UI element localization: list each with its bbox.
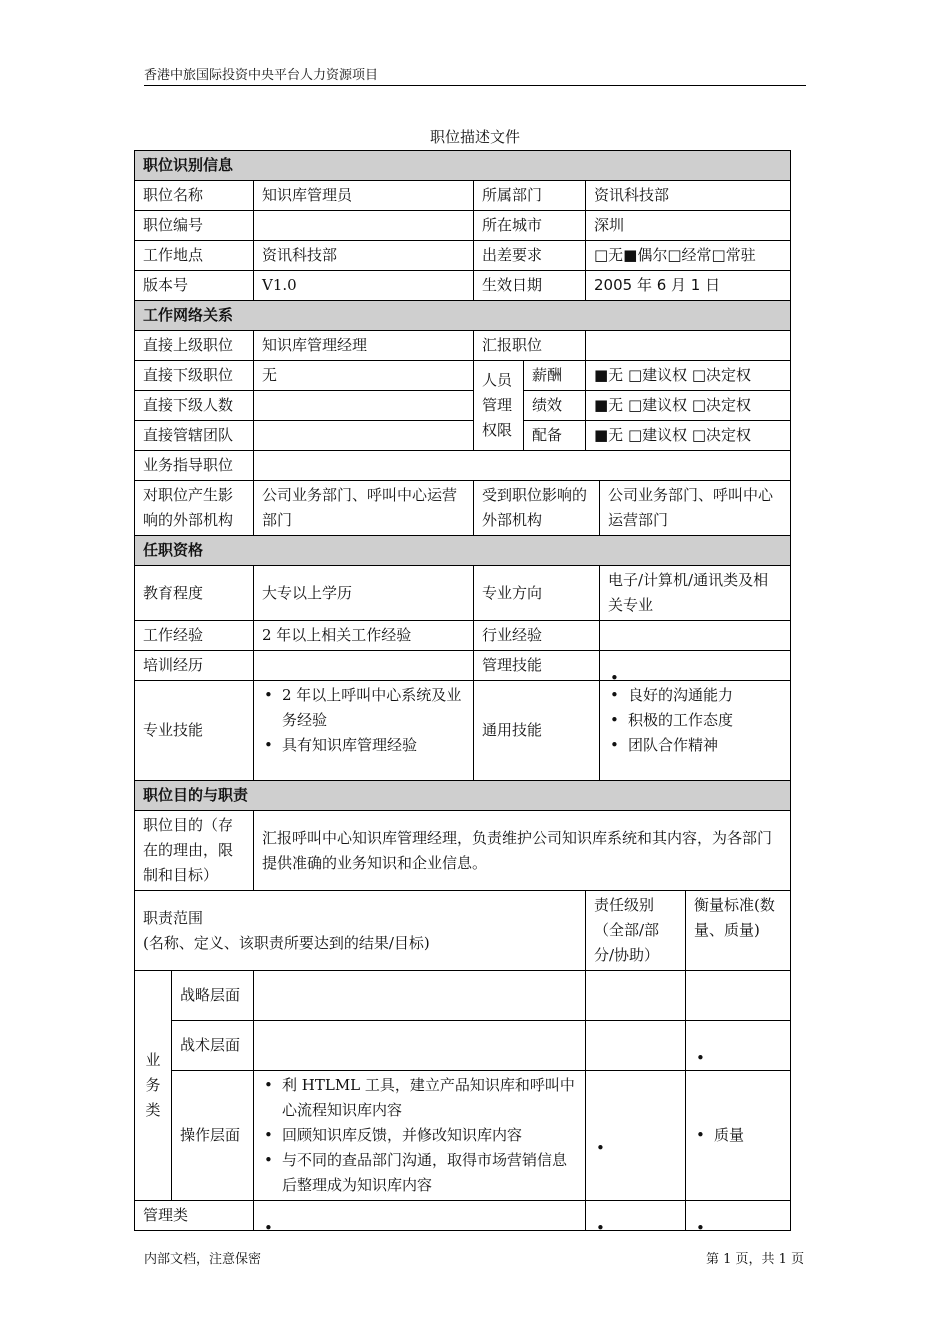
management-skill-value <box>600 651 791 681</box>
list-item: • 良好的沟通能力 <box>628 683 782 708</box>
position-code-label: 职位编号 <box>135 211 254 241</box>
document-title: 职位描述文件 <box>429 128 520 146</box>
performance-label: 绩效 <box>524 391 586 421</box>
purpose-value: 汇报呼叫中心知识库管理经理，负责维护公司知识库系统和其内容，为各部门提供准确的业务知识和企业信息。 <box>254 811 791 891</box>
salary-value: ■无 □建议权 □决定权 <box>586 361 791 391</box>
guide-position-label: 业务指导职位 <box>135 451 254 481</box>
version-value: V1.0 <box>254 271 474 301</box>
list-item: • 积极的工作态度 <box>628 708 782 733</box>
position-name-label: 职位名称 <box>135 181 254 211</box>
professional-skill-list <box>254 681 474 781</box>
external-affecting-value: 公司业务部门、呼叫中心运营部门 <box>254 481 474 536</box>
footer-page-number: 第 1 页，共 1 页 <box>706 1252 805 1267</box>
scope-header <box>135 891 586 971</box>
strategic-label: 战略层面 <box>172 971 254 1021</box>
operational-list <box>254 1071 586 1201</box>
business-class-label: 业务类 <box>135 971 172 1201</box>
tactical-measure <box>686 1021 791 1071</box>
superior-label: 直接上级职位 <box>135 331 254 361</box>
responsibility-level-header: 责任级别（全部/部分/协助） <box>586 891 686 971</box>
city-label: 所在城市 <box>474 211 586 241</box>
industry-label: 行业经验 <box>474 621 600 651</box>
major-label: 专业方向 <box>474 566 600 621</box>
operational-measure: • 质量 <box>686 1071 791 1201</box>
page-header: 香港中旅国际投资中央平台人力资源项目 <box>144 64 806 86</box>
subordinate-count-label: 直接下级人数 <box>135 391 254 421</box>
experience-label: 工作经验 <box>135 621 254 651</box>
subordinate-label: 直接下级职位 <box>135 361 254 391</box>
education-label: 教育程度 <box>135 566 254 621</box>
performance-value: ■无 □建议权 □决定权 <box>586 391 791 421</box>
effective-date-label: 生效日期 <box>474 271 586 301</box>
external-affecting-label: 对职位产生影响的外部机构 <box>135 481 254 536</box>
general-skill-label: 通用技能 <box>474 681 600 781</box>
version-label: 版本号 <box>135 271 254 301</box>
experience-value: 2 年以上相关工作经验 <box>254 621 474 651</box>
superior-value: 知识库管理经理 <box>254 331 474 361</box>
section-duties: 职位目的与职责 <box>135 781 791 811</box>
purpose-label: 职位目的（存在的理由，限制和目标） <box>135 811 254 891</box>
salary-label: 薪酬 <box>524 361 586 391</box>
general-skill-list <box>600 681 791 781</box>
tactical-value <box>254 1021 586 1071</box>
training-value <box>254 651 474 681</box>
report-label: 汇报职位 <box>474 331 586 361</box>
section-identification: 职位识别信息 <box>135 151 791 181</box>
industry-value <box>600 621 791 651</box>
education-value: 大专以上学历 <box>254 566 474 621</box>
external-affected-label: 受到职位影响的外部机构 <box>474 481 600 536</box>
list-item: • 团队合作精神 <box>628 733 782 758</box>
major-value: 电子/计算机/通讯类及相关专业 <box>600 566 791 621</box>
footer-confidential: 内部文档，注意保密 <box>144 1252 262 1267</box>
list-item: • 回顾知识库反馈，并修改知识库内容 <box>282 1123 577 1148</box>
list-item: • 与不同的查品部门沟通，取得市场营销信息后整理成为知识库内容 <box>282 1148 577 1198</box>
management-class-value <box>254 1201 586 1231</box>
tactical-label: 战术层面 <box>172 1021 254 1071</box>
section-network: 工作网络关系 <box>135 301 791 331</box>
department-label: 所属部门 <box>474 181 586 211</box>
position-code-value <box>254 211 474 241</box>
guide-position-value <box>254 451 791 481</box>
staffing-value: ■无 □建议权 □决定权 <box>586 421 791 451</box>
work-place-value: 资讯科技部 <box>254 241 474 271</box>
city-value: 深圳 <box>586 211 791 241</box>
department-value: 资讯科技部 <box>586 181 791 211</box>
subordinate-count-value <box>254 391 474 421</box>
team-value <box>254 421 474 451</box>
travel-label: 出差要求 <box>474 241 586 271</box>
section-qualification: 任职资格 <box>135 536 791 566</box>
external-affected-value: 公司业务部门、呼叫中心运营部门 <box>600 481 791 536</box>
authority-label <box>474 361 524 451</box>
team-label: 直接管辖团队 <box>135 421 254 451</box>
tactical-level <box>586 1021 686 1071</box>
strategic-level <box>586 971 686 1021</box>
scope-subtitle: (名称、定义、该职责所要达到的结果/目标) <box>143 933 430 952</box>
effective-date-value: 2005 年 6 月 1 日 <box>586 271 791 301</box>
management-class-label: 管理类 <box>135 1201 254 1231</box>
strategic-value <box>254 971 586 1021</box>
authority-label-3: 权限 <box>482 421 513 439</box>
strategic-measure <box>686 971 791 1021</box>
management-class-measure <box>686 1201 791 1231</box>
position-name-value: 知识库管理员 <box>254 181 474 211</box>
travel-value: □无■偶尔□经常□常驻 <box>586 241 791 271</box>
management-skill-label: 管理技能 <box>474 651 600 681</box>
staffing-label: 配备 <box>524 421 586 451</box>
scope-label: 职责范围 <box>143 908 204 927</box>
training-label: 培训经历 <box>135 651 254 681</box>
measure-header: 衡量标准(数量、质量) <box>686 891 791 971</box>
authority-label-1: 人员 <box>482 371 513 389</box>
subordinate-value: 无 <box>254 361 474 391</box>
list-item: • 利 HTLML 工具，建立产品知识库和呼叫中心流程知识库内容 <box>282 1073 577 1123</box>
work-place-label: 工作地点 <box>135 241 254 271</box>
operational-level <box>586 1071 686 1201</box>
authority-label-2: 管理 <box>482 396 513 414</box>
job-description-table <box>134 150 791 1231</box>
report-value <box>586 331 791 361</box>
management-class-level <box>586 1201 686 1231</box>
list-item: • 具有知识库管理经验 <box>282 733 465 758</box>
professional-skill-label: 专业技能 <box>135 681 254 781</box>
list-item: • 2 年以上呼叫中心系统及业务经验 <box>282 683 465 733</box>
operational-label: 操作层面 <box>172 1071 254 1201</box>
